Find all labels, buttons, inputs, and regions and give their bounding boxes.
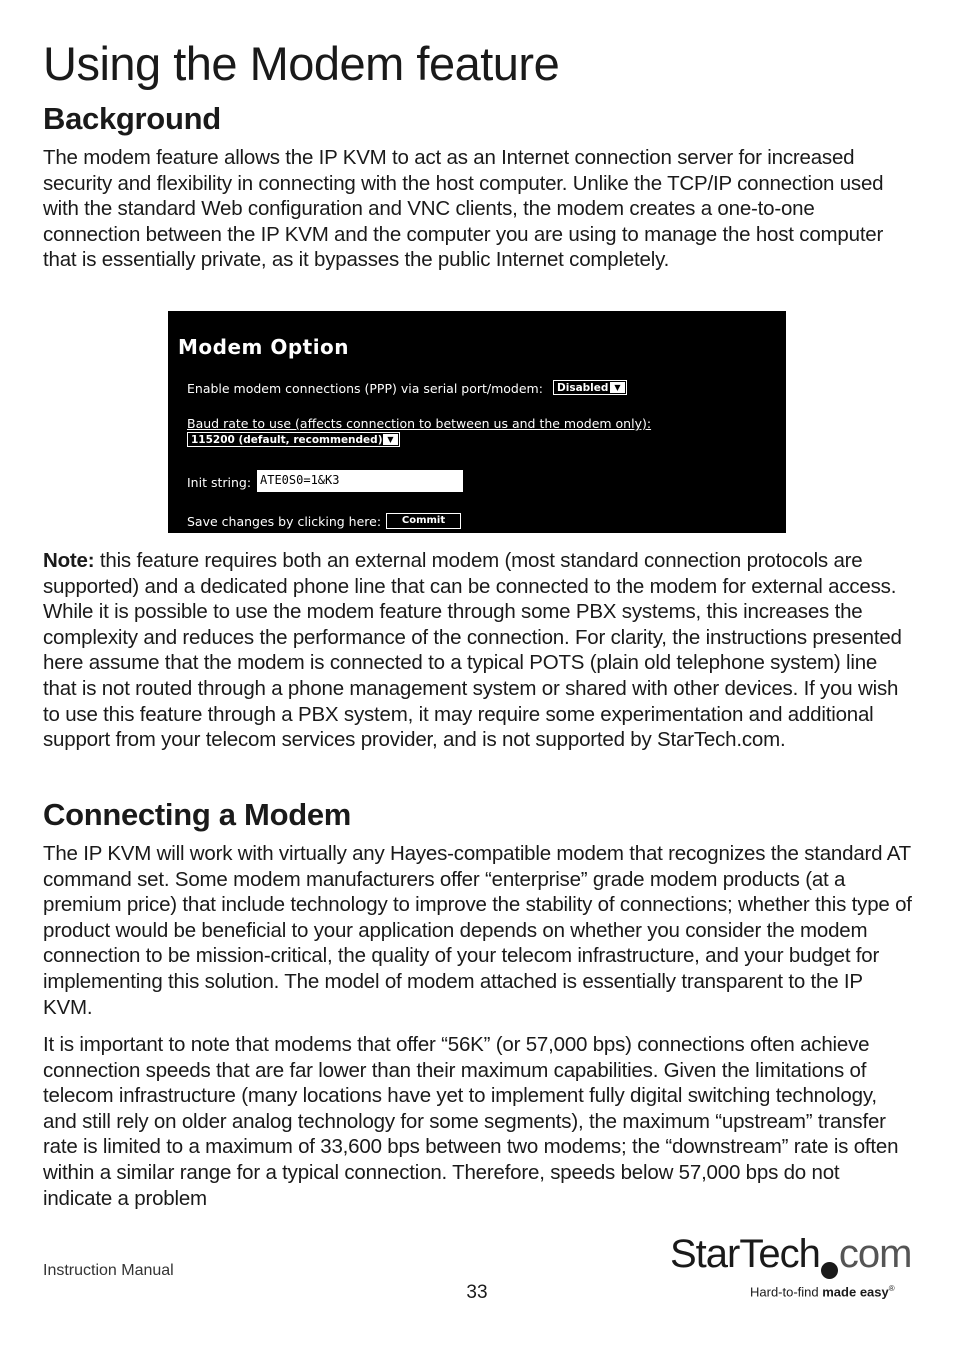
connecting-heading: Connecting a Modem <box>43 797 352 832</box>
startech-logo <box>670 1232 910 1304</box>
enable-modem-value: Disabled <box>557 382 609 394</box>
chevron-down-icon: ▼ <box>383 434 398 445</box>
save-changes-label: Save changes by clicking here: <box>187 514 382 529</box>
connecting-paragraph-2: It is important to note that modems that offer “56K” (or 57,000 bps) connections often achieve connection speeds that are far lower than their maximum capabilities. Given the limitations of telecom infrastructure (many locations have yet to implement fully digital switching technology, and still rely on older analog technology for some segments), the maximum “upstream” transfer rate is limited to a maximum of 33,600 bps between two modems; the “downstream” rate is often within a similar range for a typical connection. Therefore, speeds below 57,000 bps do not indicate a problem <box>43 1033 899 1210</box>
baud-rate-select[interactable] <box>187 432 400 447</box>
page-number: 33 <box>466 1282 488 1303</box>
baud-rate-value: 115200 (default, recommended) <box>191 434 383 446</box>
logo-wordmark: StarTech com <box>670 1232 911 1279</box>
chevron-down-icon: ▼ <box>610 382 625 393</box>
note-text: this feature requires both an external modem (most standard connection protocols are supported) and a dedicated phone line that can be connected to the modem for external access. While it is possible to use the modem feature through some PBX systems, this increases the complexity and reduces the performance of the connection. For clarity, the instructions presented here assume that the modem is connected to a typical POTS (plain old telephone system) line that is not routed through a phone management system or shared with other devices. If you wish to use this feature through a PBX system, it may require some experimentation and additional support from your telecom services provider, and is not supported by StarTech.com. <box>43 549 902 752</box>
modem-option-title: Modem Option <box>178 335 350 359</box>
background-paragraph: The modem feature allows the IP KVM to act as an Internet connection server for increased security and flexibility in connecting with the host computer. Unlike the TCP/IP connection used with the standard Web configuration and VNC clients, the modem creates a one-to-one connection between the IP KVM and the computer you are using to manage the host computer that is essentially private, as it bypasses the public Internet completely. <box>43 146 884 272</box>
commit-button[interactable]: Commit <box>386 513 461 529</box>
enable-modem-select[interactable] <box>553 380 627 395</box>
footer-manual-label: Instruction Manual <box>43 1262 174 1279</box>
init-string-input[interactable]: ATE0S0=1&K3 <box>257 470 463 492</box>
modem-option-screenshot <box>168 311 786 533</box>
connecting-paragraph-1: The IP KVM will work with virtually any Hayes-compatible modem that recognizes the standard AT command set. Some modem manufacturers offer “enterprise” grade modem products (at a premium price) that include technology to improve the stability of connections; whether this type of product would be beneficial to your application depends on whether you consider the modem connection to be mission-critical, the quality of your telecom infrastructure, and your budget for implementing this solution. The model of modem attached is essentially transparent to the IP KVM. <box>43 842 912 1019</box>
note-paragraph <box>43 548 913 753</box>
init-string-label: Init string: <box>187 475 252 490</box>
logo-tagline: Hard-to-find made easy® <box>750 1284 895 1300</box>
baud-rate-label: Baud rate to use (affects connection to between us and the modem only): <box>187 416 652 431</box>
logo-dot-icon <box>821 1262 838 1279</box>
page-title: Using the Modem feature <box>43 37 560 90</box>
note-label: Note: <box>43 549 95 572</box>
enable-modem-label: Enable modem connections (PPP) via serial port/modem: <box>187 381 543 396</box>
background-heading: Background <box>43 101 221 136</box>
